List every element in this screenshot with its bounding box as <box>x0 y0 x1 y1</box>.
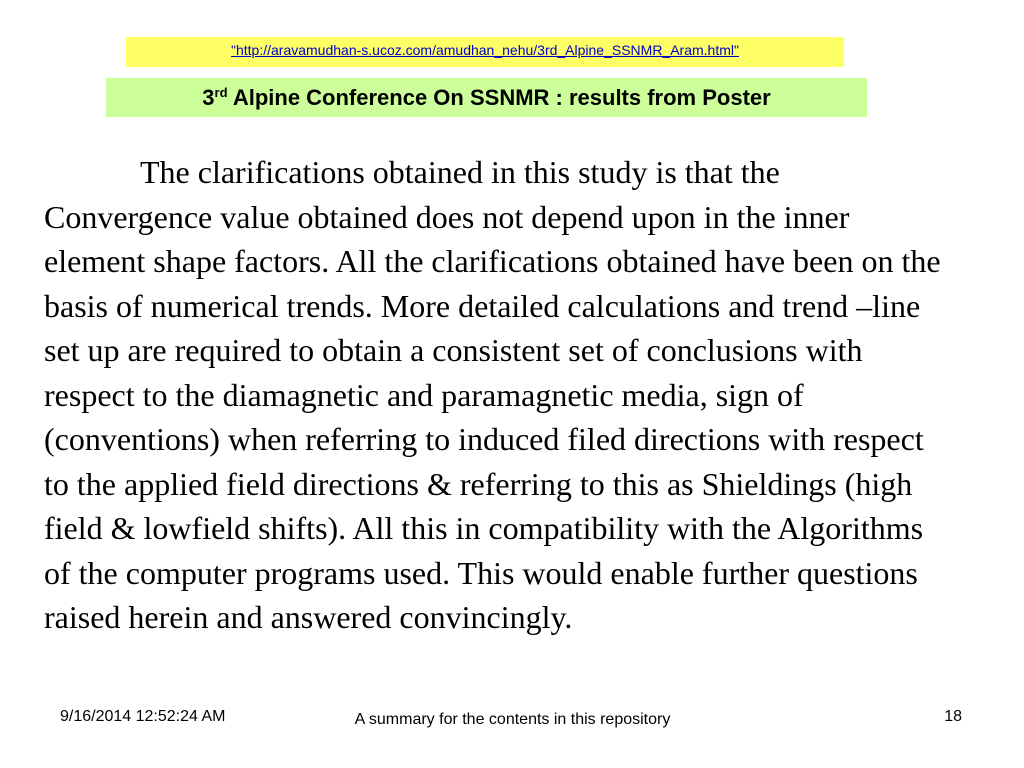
body-line: respect to the diamagnetic and paramagnetic media, sign of <box>44 376 804 413</box>
source-url-link[interactable]: "http://aravamudhan-s.ucoz.com/amudhan_nehu/3rd_Alpine_SSNMR_Aram.html" <box>231 42 739 58</box>
footer-date: 9/16/2014 12:52:24 AM <box>60 708 226 725</box>
body-line: field & lowfield shifts). All this in compatibility with the Algorithms <box>44 510 924 546</box>
body-line: to the applied field directions & referring to this as Shieldings (high <box>44 465 913 502</box>
body-paragraph <box>44 150 974 640</box>
title-rest: Alpine Conference On SSNMR : results from Poster <box>227 85 771 110</box>
body-line: set up are required to obtain a consistent set of conclusions with <box>44 332 863 368</box>
body-line: (conventions) when referring to induced filed directions with respect <box>44 421 924 457</box>
body-line: basis of numerical trends. More detailed calculations and trend –line <box>44 287 921 324</box>
body-line: Convergence value obtained does not depend upon in the inner <box>44 198 850 235</box>
body-line: The clarifications obtained in this study is that the <box>140 154 780 190</box>
page-number: 18 <box>944 708 962 725</box>
url-banner <box>126 37 844 67</box>
title-number: 3 <box>202 85 215 110</box>
body-line: element shape factors. All the clarifications obtained have been on the <box>44 243 941 279</box>
body-line: raised herein and answered convincingly. <box>44 599 573 635</box>
title-superscript: rd <box>214 85 228 100</box>
slide-title <box>202 85 770 111</box>
footer-summary: A summary for the contents in this repository <box>354 711 671 728</box>
title-banner <box>106 78 867 117</box>
body-line: of the computer programs used. This would enable further questions <box>44 554 918 591</box>
